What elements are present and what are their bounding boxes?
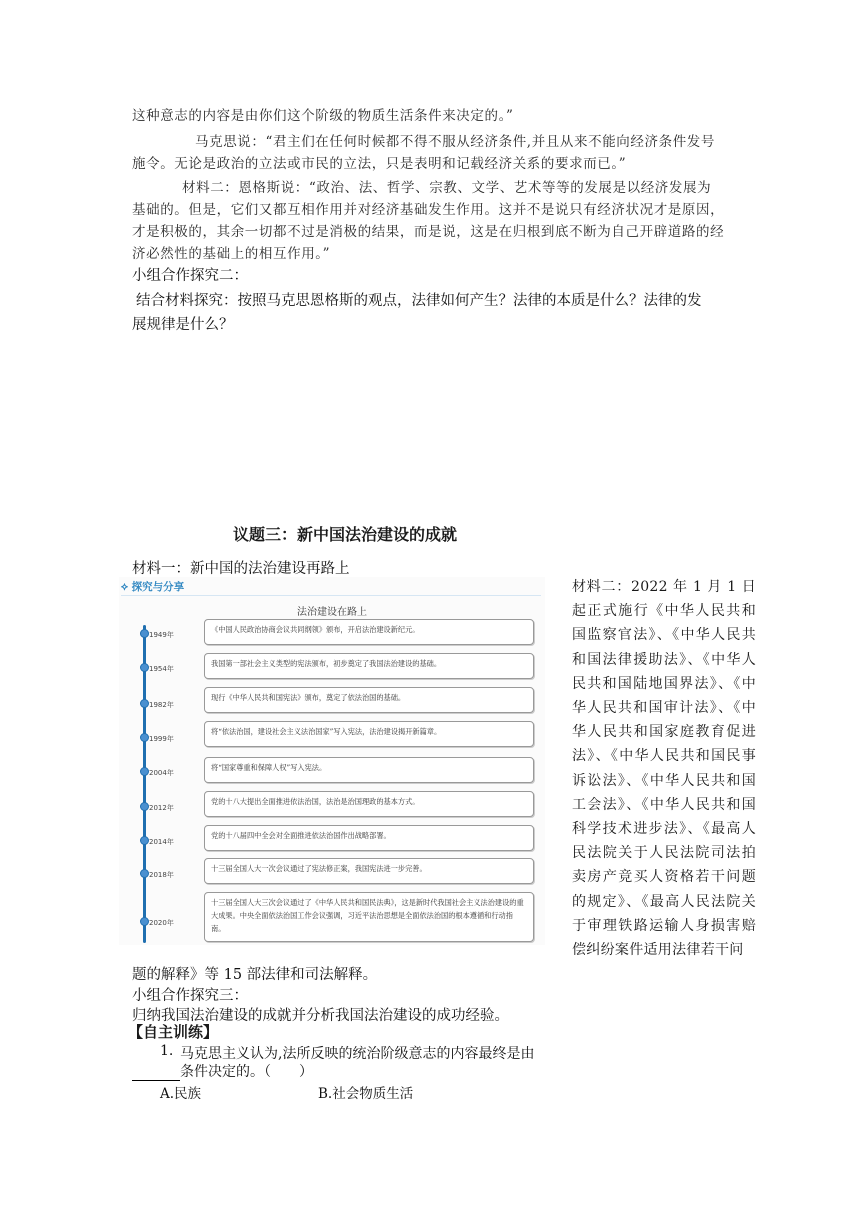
timeline-dot bbox=[140, 699, 149, 708]
timeline-year: 1954年 bbox=[149, 665, 174, 673]
timeline-year: 1949年 bbox=[149, 631, 174, 639]
material1-label: 材料一：新中国的法治建设再路上 bbox=[132, 561, 350, 577]
question-text: 马克思主义认为,法所反映的统治阶级意志的内容最终是由 bbox=[180, 1046, 535, 1062]
material2-text: 材料二：2022 年 1 月 1 日起正式施行《中华人民共和国监察官法》、《中华人民共和国法律援助法》、《中华人民共和国陆地国界法》、《中华人民共和国审计法》、《中华人民共和国家庭教育促进法》、《中华人民共和国民事诉讼法》、《中华人民共和国工会法》、《中华人民共和国科学技术进步法》、《最高人民法院关于人民法院司法拍卖房产竞买人资格若干问题的规定》、《最高人民法院关于审理铁路运输人身损害赔偿纠纷案件适用法律若干问 bbox=[572, 579, 756, 959]
engels-quote-line-1: 材料二：恩格斯说：“政治、法、哲学、宗教、文学、艺术等等的发展是以经济发展为 bbox=[182, 180, 712, 196]
timeline-event: 十三届全国人大三次会议通过了《中华人民共和国民法典》，这是新时代我国社会主义法治建设的重大成果。中央全面依法治国工作会议强调，习近平法治思想是全面依法治国的根本遵循和行动指南。 bbox=[204, 892, 534, 942]
question-blank-line bbox=[132, 1061, 313, 1081]
timeline-year: 2018年 bbox=[149, 871, 174, 879]
group2-question-line-2: 展规律是什么？ bbox=[132, 317, 234, 333]
header-divider bbox=[121, 595, 541, 596]
question-number: 1. bbox=[160, 1043, 174, 1059]
timeline-dot bbox=[140, 629, 149, 638]
engels-quote-line-2: 基础的。但是，它们又都互相作用并对经济基础发生作用。这并不是说只有经济状况才是原因， bbox=[132, 202, 725, 218]
engels-quote-line-4: 济必然性的基础上的相互作用。” bbox=[132, 246, 331, 262]
question-blank-suffix: 条件决定的。（ ） bbox=[180, 1064, 313, 1080]
explore-share-header: ⟡ 探究与分享 bbox=[121, 581, 185, 593]
timeline-dot bbox=[140, 733, 149, 742]
timeline-dot bbox=[140, 802, 149, 811]
option-a: A.民族 bbox=[160, 1086, 202, 1102]
timeline-event: 十三届全国人大一次会议通过了宪法修正案，我国宪法进一步完善。 bbox=[204, 858, 534, 884]
marx-quote-line-1: 马克思说：“君主们在任何时候都不得不服从经济条件,并且从来不能向经济条件发号 bbox=[195, 134, 715, 150]
timeline-event: 我国第一部社会主义类型的宪法颁布，初步奠定了我国法治建设的基础。 bbox=[204, 653, 534, 679]
timeline-dot bbox=[140, 917, 149, 926]
timeline-event: 现行《中华人民共和国宪法》颁布，奠定了依法治国的基础。 bbox=[204, 687, 534, 713]
timeline-dot bbox=[140, 663, 149, 672]
timeline-axis bbox=[143, 625, 146, 943]
timeline-year: 1999年 bbox=[149, 735, 174, 743]
engels-quote-line-3: 才是积极的，其余一切都不过是消极的结果，而是说，这是在归根到底不断为自己开辟道路的经 bbox=[132, 224, 725, 240]
training-heading: 【自主训练】 bbox=[128, 1023, 219, 1041]
explore-icon: ⟡ bbox=[121, 581, 132, 593]
timeline-year: 2012年 bbox=[149, 804, 174, 812]
group2-heading: 小组合作探究二： bbox=[132, 268, 248, 284]
group3-question: 归纳我国法治建设的成就并分析我国法治建设的成功经验。 bbox=[132, 1008, 509, 1024]
quote-line: 这种意志的内容是由你们这个阶级的物质生活条件来决定的。” bbox=[132, 108, 514, 124]
timeline-event: 《中国人民政治协商会议共同纲领》颁布，开启法治建设新纪元。 bbox=[204, 619, 534, 645]
timeline-year: 2014年 bbox=[149, 838, 174, 846]
timeline-figure bbox=[119, 577, 545, 945]
timeline-event: 将“国家尊重和保障人权”写入宪法。 bbox=[204, 757, 534, 783]
timeline-dot bbox=[140, 767, 149, 776]
topic3-title: 议题三：新中国法治建设的成就 bbox=[233, 525, 458, 544]
timeline-dot bbox=[140, 836, 149, 845]
answer-blank bbox=[132, 1066, 180, 1081]
group2-question-line-1: 结合材料探究：按照马克思恩格斯的观点，法律如何产生？法律的本质是什么？法律的发 bbox=[136, 293, 702, 309]
marx-quote-line-2: 施令。无论是政治的立法或市民的立法，只是表明和记载经济关系的要求而已。” bbox=[132, 156, 627, 172]
timeline-year: 2004年 bbox=[149, 769, 174, 777]
timeline-dot bbox=[140, 869, 149, 878]
timeline-year: 1982年 bbox=[149, 701, 174, 709]
group3-heading: 小组合作探究三： bbox=[132, 988, 248, 1004]
timeline-event: 将“依法治国，建设社会主义法治国家”写入宪法，法治建设揭开新篇章。 bbox=[204, 721, 534, 747]
option-b: B.社会物质生活 bbox=[318, 1086, 414, 1102]
timeline-title: 法治建设在路上 bbox=[297, 607, 367, 618]
material2-tail: 题的解释》等 15 部法律和司法解释。 bbox=[132, 967, 378, 983]
timeline-year: 2020年 bbox=[149, 919, 174, 927]
timeline-event: 党的十八届四中全会对全面推进依法治国作出战略部署。 bbox=[204, 825, 534, 851]
timeline-event: 党的十八大提出全面推进依法治国，法治是治国理政的基本方式。 bbox=[204, 791, 534, 817]
